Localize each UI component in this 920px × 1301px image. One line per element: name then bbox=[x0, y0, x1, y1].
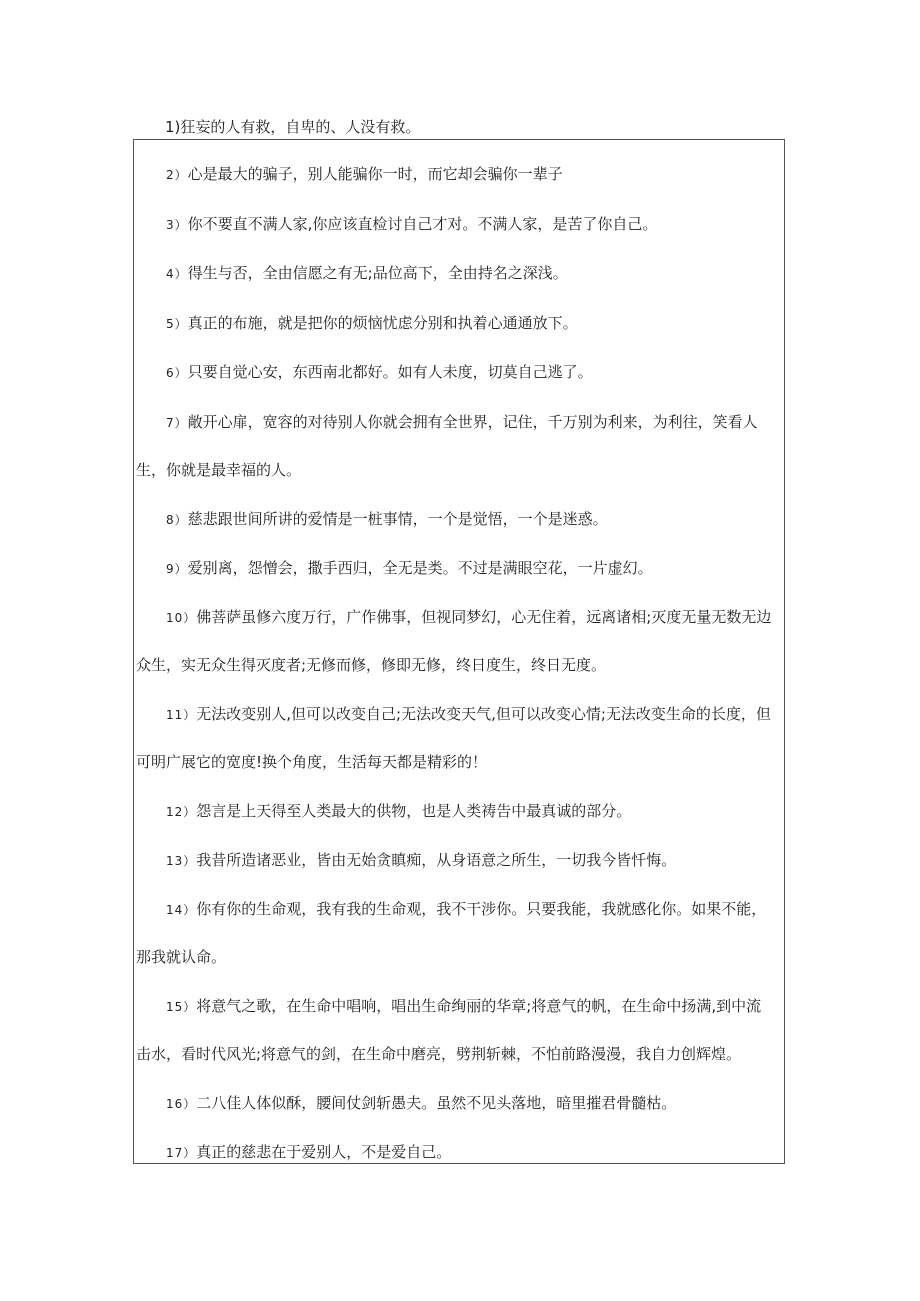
quote-text: 真正的慈悲在于爱别人，不是爱自己。 bbox=[196, 1143, 452, 1161]
quote-text: 慈悲跟世间所讲的爱情是一桩事情，一个是觉悟，一个是迷惑。 bbox=[187, 510, 608, 528]
quote-text: 怨言是上天得至人类最大的供物，也是人类祷告中最真诚的部分。 bbox=[196, 802, 632, 820]
quote-continuation: 那我就认命。 bbox=[136, 948, 227, 966]
quote-line bbox=[166, 360, 593, 385]
quote-line bbox=[166, 162, 563, 187]
quote-continuation: 击水，看时代风光;将意气的剑，在生命中磨亮，劈荆斩棘，不怕前路漫漫，我自力创辉煌。 bbox=[136, 1045, 742, 1063]
quote-number: 11） bbox=[166, 708, 197, 722]
quote-continuation: 可明广展它的宽度!换个角度，生活每天都是精彩的！ bbox=[136, 753, 488, 771]
quote-number: 4） bbox=[166, 267, 188, 281]
quote-line bbox=[166, 507, 608, 532]
quotes-table-cell bbox=[133, 139, 785, 1164]
quote-text: 将意气之歌，在生命中唱响，唱出生命绚丽的华章;将意气的帆，在生命中扬满,到中流 bbox=[196, 997, 762, 1015]
quote-text: 爱别离，怨憎会，撒手西归，全无是类。不过是满眼空花，一片虚幻。 bbox=[187, 559, 653, 577]
quote-number: 10） bbox=[166, 611, 197, 625]
quote-line bbox=[166, 994, 761, 1019]
quote-text: 敞开心扉，宽容的对待别人你就会拥有全世界，记住，千万别为利来，为利往，笑看人 bbox=[187, 413, 758, 431]
quote-number: 16） bbox=[166, 1097, 197, 1111]
quote-continuation: 众生，实无众生得灭度者;无修而修，修即无修，终日度生，终日无度。 bbox=[136, 656, 607, 674]
quote-line bbox=[166, 311, 578, 336]
quote-number: 14） bbox=[166, 903, 197, 917]
quote-line bbox=[166, 702, 771, 727]
quote-continuation: 生，你就是最幸福的人。 bbox=[136, 461, 302, 479]
quote-text: 我昔所造诸恶业，皆由无始贪瞋痴，从身语意之所生，一切我今皆忏悔。 bbox=[196, 851, 677, 869]
quote-text: 得生与否，全由信愿之有无;品位高下，全由持名之深浅。 bbox=[187, 264, 568, 282]
quote-number: 15） bbox=[166, 1000, 197, 1014]
quote-number: 6） bbox=[166, 366, 188, 380]
quote-number: 8） bbox=[166, 513, 188, 527]
quote-text: 你不要直不满人家,你应该直检讨自己才对。不满人家，是苦了你自己。 bbox=[187, 215, 658, 233]
quote-number: 7） bbox=[166, 416, 188, 430]
quote-line bbox=[166, 897, 766, 922]
quote-line-1: 1)狂妄的人有救，自卑的、人没有救。 bbox=[165, 118, 421, 136]
quote-line bbox=[166, 556, 653, 581]
quote-text: 二八佳人体似酥，腰间仗剑斩愚夫。虽然不见头落地，暗里摧君骨髓枯。 bbox=[196, 1094, 677, 1112]
quote-text: 真正的布施，就是把你的烦恼忧虑分别和执着心通通放下。 bbox=[187, 314, 578, 332]
quote-line bbox=[166, 1140, 451, 1165]
quote-text: 只要自觉心安，东西南北都好。如有人未度，切莫自己逃了。 bbox=[187, 363, 593, 381]
quote-number: 12） bbox=[166, 805, 197, 819]
quote-line bbox=[166, 605, 771, 630]
quote-line bbox=[166, 1091, 676, 1116]
quote-number: 13） bbox=[166, 854, 197, 868]
quote-number: 5） bbox=[166, 317, 188, 331]
quote-number: 9） bbox=[166, 562, 188, 576]
quote-number: 2） bbox=[166, 168, 188, 182]
quote-text: 无法改变别人,但可以改变自己;无法改变天气,但可以改变心情;无法改变生命的长度，但 bbox=[196, 705, 771, 723]
quote-number: 17） bbox=[166, 1146, 197, 1160]
quote-text: 心是最大的骗子，别人能骗你一时，而它却会骗你一辈子 bbox=[187, 165, 563, 183]
quote-line bbox=[166, 848, 676, 873]
quote-line bbox=[166, 212, 657, 237]
quote-text: 你有你的生命观，我有我的生命观，我不干涉你。只要我能，我就感化你。如果不能， bbox=[196, 900, 767, 918]
quote-text: 佛菩萨虽修六度万行，广作佛事，但视同梦幻，心无住着，远离诸相;灭度无量无数无边 bbox=[196, 608, 772, 626]
quote-line bbox=[166, 410, 758, 435]
quote-number: 3） bbox=[166, 218, 188, 232]
quote-line bbox=[166, 261, 568, 286]
quote-line bbox=[166, 799, 631, 824]
